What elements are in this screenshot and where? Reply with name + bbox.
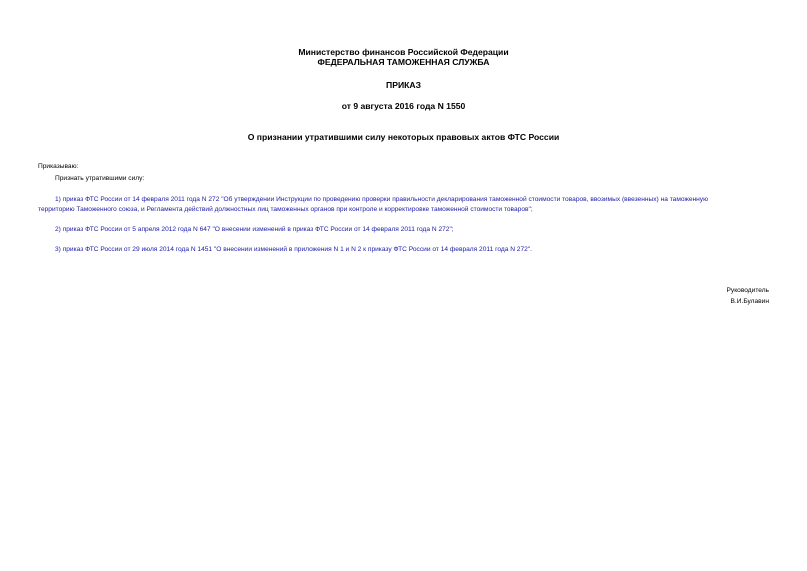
ministry-name: Министерство финансов Российской Федерации <box>298 47 509 57</box>
signatory-name: В.И.Булавин <box>730 298 769 305</box>
order-word: Приказываю: <box>38 163 79 170</box>
list-item-line[interactable]: территорию Таможенного союза, и Регламента действий должностных лиц таможенных органов при контроле и корректировке таможенной стоимости товаров"; <box>38 205 533 213</box>
list-item-line[interactable]: 2) приказ ФТС России от 5 апреля 2012 года N 647 "О внесении изменений в приказ ФТС России от 14 февраля 2011 года N 272"; <box>55 226 454 233</box>
order-intro: Признать утратившими силу: <box>55 175 145 182</box>
list-item[interactable] <box>38 245 771 255</box>
list-item-line[interactable]: 3) приказ ФТС России от 29 июля 2014 года N 1451 "О внесении изменений в приложения N 1 и N 2 к приказу ФТС России от 14 февраля 2011 года N 272". <box>55 246 532 253</box>
document-title: О признании утратившими силу некоторых правовых актов ФТС России <box>247 132 560 142</box>
service-name: ФЕДЕРАЛЬНАЯ ТАМОЖЕННАЯ СЛУЖБА <box>317 57 490 67</box>
signatory-role: Руководитель <box>726 287 769 294</box>
list-item[interactable] <box>38 195 771 214</box>
document-type: ПРИКАЗ <box>386 80 421 90</box>
document-date-number: от 9 августа 2016 года N 1550 <box>341 101 466 111</box>
list-item[interactable] <box>38 225 771 235</box>
list-item-line[interactable]: 1) приказ ФТС России от 14 февраля 2011 года N 272 "Об утверждении Инструкции по проведению проверки правильности декларирования таможенной стоимости товаров, ввозимых (ввезенных) на таможенную <box>55 196 709 203</box>
